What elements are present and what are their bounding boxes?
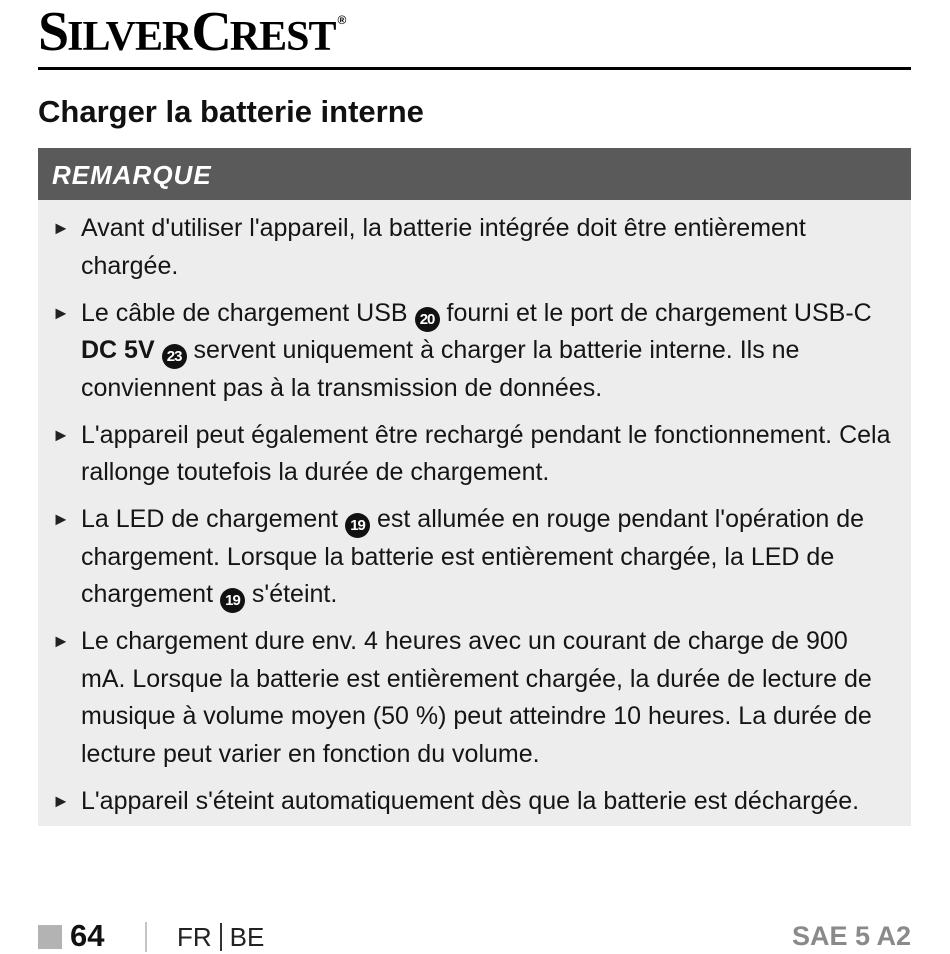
bullet-arrow-icon: ► xyxy=(52,631,70,651)
reference-number-badge: 19 xyxy=(345,513,370,538)
reference-number-badge: 20 xyxy=(415,307,440,332)
bullet-arrow-icon: ► xyxy=(52,218,70,238)
note-item-4 xyxy=(52,501,899,614)
language-fr: FR xyxy=(177,922,212,952)
bullet-arrow-icon: ► xyxy=(52,509,70,529)
note-item-3 xyxy=(52,417,899,492)
language-divider xyxy=(220,923,222,951)
note-text: s'éteint. xyxy=(244,580,338,608)
note-text: La LED de chargement xyxy=(81,505,346,533)
note-text: fourni et le port de chargement USB-C xyxy=(439,298,872,327)
note-text: servent uniquement à charger la batterie interne. Ils ne conviennent pas à la transmission de données. xyxy=(81,336,800,402)
note-text: L'appareil peut également être rechargé pendant le fonctionnement. Cela rallonge toutefois la durée de chargement. xyxy=(81,420,891,486)
language-indicator xyxy=(177,922,264,953)
reference-number-badge: 19 xyxy=(220,588,245,613)
note-box xyxy=(38,148,911,826)
page-number: 64 xyxy=(70,918,105,953)
bullet-arrow-icon: ► xyxy=(52,424,70,445)
silvercrest-logo: SILVERCREST ® xyxy=(38,1,345,63)
note-text: Le câble de chargement USB xyxy=(81,298,415,327)
header-rule xyxy=(38,67,911,70)
note-item-2 xyxy=(52,295,899,408)
language-be: BE xyxy=(229,922,265,952)
note-item-1 xyxy=(52,210,899,285)
note-item-6 xyxy=(52,783,899,821)
footer-divider xyxy=(145,922,147,952)
port-label: DC 5V xyxy=(81,336,155,364)
note-text: est allumée en rouge pendant l'opération de chargement. Lorsque la batterie est entièrement chargée, la LED de chargement xyxy=(81,505,865,608)
note-heading: REMARQUE xyxy=(38,148,911,200)
note-text xyxy=(155,336,162,364)
bullet-arrow-icon: ► xyxy=(52,302,70,323)
bullet-arrow-icon: ► xyxy=(52,790,70,811)
note-text: L'appareil s'éteint automatiquement dès que la batterie est déchargée. xyxy=(81,786,860,815)
model-number: SAE 5 A2 xyxy=(791,921,911,951)
section-title: Charger la batterie interne xyxy=(38,94,424,129)
footer-square-marker xyxy=(38,925,62,949)
note-text: Avant d'utiliser l'appareil, la batterie intégrée doit être entièrement chargée. xyxy=(81,214,806,280)
note-item-5 xyxy=(52,623,899,773)
reference-number-badge: 23 xyxy=(162,344,187,369)
note-text: Le chargement dure env. 4 heures avec un courant de charge de 900 mA. Lorsque la batterie est entièrement chargée, la durée de lecture de musique à volume moyen (50 %) peut atteindre 10 heures. La durée de lecture peut varier en fonction du volume. xyxy=(81,627,872,768)
note-list xyxy=(38,200,911,820)
